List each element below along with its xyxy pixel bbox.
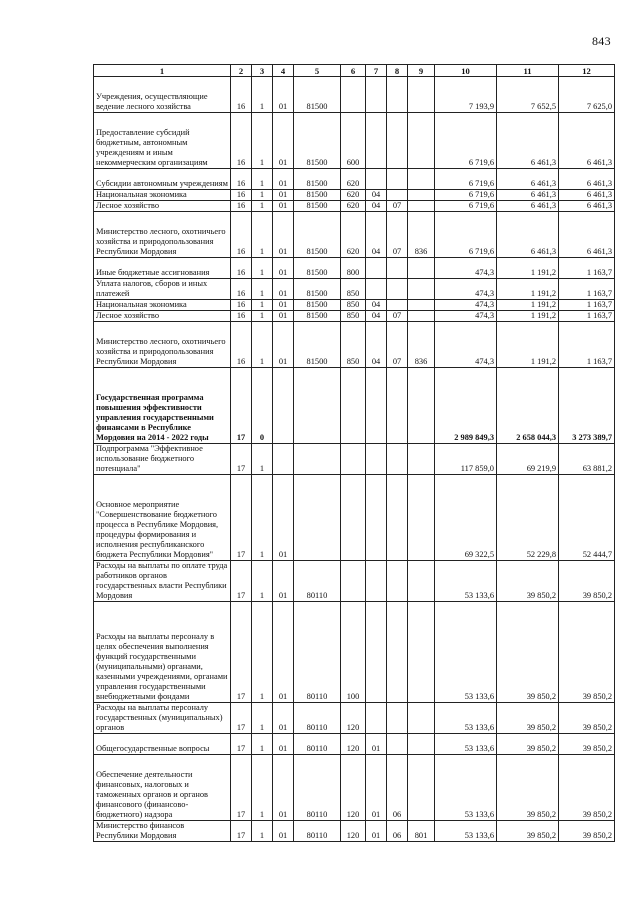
code-cell	[366, 561, 387, 602]
code-cell	[366, 113, 387, 169]
code-cell: 620	[341, 190, 366, 201]
code-cell	[408, 311, 435, 322]
code-cell	[366, 703, 387, 734]
code-cell	[408, 190, 435, 201]
code-cell	[387, 258, 408, 279]
amount-cell: 6 719,6	[435, 201, 497, 212]
table-row	[94, 444, 615, 475]
code-cell: 1	[252, 755, 273, 821]
code-cell: 1	[252, 300, 273, 311]
code-cell: 16	[231, 201, 252, 212]
table-row	[94, 703, 615, 734]
amount-cell: 6 461,3	[497, 113, 559, 169]
code-cell: 620	[341, 201, 366, 212]
code-cell	[366, 602, 387, 703]
code-cell: 1	[252, 201, 273, 212]
row-name-cell: Общегосударственные вопросы	[94, 734, 231, 755]
code-cell	[387, 475, 408, 561]
column-header: 9	[408, 65, 435, 77]
code-cell: 01	[273, 300, 294, 311]
code-cell: 17	[231, 602, 252, 703]
amount-cell: 6 461,3	[559, 212, 615, 258]
code-cell	[387, 113, 408, 169]
code-cell: 01	[273, 322, 294, 368]
code-cell: 620	[341, 169, 366, 190]
code-cell: 81500	[294, 311, 341, 322]
table-row	[94, 201, 615, 212]
code-cell: 1	[252, 475, 273, 561]
amount-cell: 7 193,9	[435, 77, 497, 113]
code-cell: 850	[341, 311, 366, 322]
table-row	[94, 475, 615, 561]
code-cell	[366, 279, 387, 300]
column-header: 6	[341, 65, 366, 77]
amount-cell: 1 163,7	[559, 258, 615, 279]
amount-cell: 6 719,6	[435, 212, 497, 258]
code-cell	[341, 77, 366, 113]
code-cell	[387, 602, 408, 703]
code-cell	[387, 190, 408, 201]
amount-cell: 3 273 389,7	[559, 368, 615, 444]
code-cell: 16	[231, 169, 252, 190]
amount-cell: 53 133,6	[435, 821, 497, 842]
code-cell	[408, 368, 435, 444]
code-cell: 17	[231, 561, 252, 602]
amount-cell: 39 850,2	[559, 755, 615, 821]
code-cell: 17	[231, 444, 252, 475]
amount-cell: 69 322,5	[435, 475, 497, 561]
row-name-cell: Министерство лесного, охотничьего хозяйства и природопользования Республики Мордовия	[94, 212, 231, 258]
code-cell	[341, 475, 366, 561]
code-cell: 0	[252, 368, 273, 444]
code-cell: 81500	[294, 279, 341, 300]
code-cell: 81500	[294, 300, 341, 311]
code-cell: 836	[408, 322, 435, 368]
row-name-cell: Национальная экономика	[94, 190, 231, 201]
code-cell	[366, 368, 387, 444]
code-cell: 01	[273, 77, 294, 113]
code-cell: 1	[252, 113, 273, 169]
table-row	[94, 821, 615, 842]
code-cell	[341, 368, 366, 444]
code-cell: 80110	[294, 734, 341, 755]
code-cell	[408, 169, 435, 190]
code-cell: 1	[252, 212, 273, 258]
code-cell: 01	[273, 113, 294, 169]
code-cell: 80110	[294, 821, 341, 842]
amount-cell: 474,3	[435, 300, 497, 311]
code-cell: 06	[387, 755, 408, 821]
amount-cell: 474,3	[435, 322, 497, 368]
table-row	[94, 113, 615, 169]
table-row	[94, 561, 615, 602]
code-cell: 04	[366, 311, 387, 322]
amount-cell: 39 850,2	[497, 734, 559, 755]
code-cell: 1	[252, 311, 273, 322]
code-cell: 120	[341, 734, 366, 755]
code-cell: 04	[366, 201, 387, 212]
row-name-cell: Основное мероприятие "Совершенствование бюджетного процесса в Республике Мордовия, процедуры формирования и исполнения республиканского бюджета Республики Мордовия"	[94, 475, 231, 561]
amount-cell: 474,3	[435, 279, 497, 300]
amount-cell: 6 461,3	[559, 190, 615, 201]
row-name-cell: Иные бюджетные ассигнования	[94, 258, 231, 279]
table-row	[94, 368, 615, 444]
code-cell: 1	[252, 169, 273, 190]
amount-cell: 39 850,2	[497, 602, 559, 703]
code-cell: 850	[341, 279, 366, 300]
amount-cell: 1 191,2	[497, 258, 559, 279]
amount-cell: 2 658 044,3	[497, 368, 559, 444]
code-cell: 01	[273, 734, 294, 755]
code-cell: 1	[252, 444, 273, 475]
table-row	[94, 279, 615, 300]
table-row	[94, 602, 615, 703]
amount-cell: 117 859,0	[435, 444, 497, 475]
code-cell: 81500	[294, 201, 341, 212]
amount-cell: 6 461,3	[559, 201, 615, 212]
amount-cell: 1 163,7	[559, 311, 615, 322]
code-cell	[273, 444, 294, 475]
amount-cell: 39 850,2	[497, 703, 559, 734]
amount-cell: 6 461,3	[497, 169, 559, 190]
table-row	[94, 311, 615, 322]
code-cell	[366, 444, 387, 475]
code-cell: 01	[366, 821, 387, 842]
code-cell	[408, 602, 435, 703]
column-header: 8	[387, 65, 408, 77]
code-cell: 01	[273, 602, 294, 703]
code-cell: 17	[231, 755, 252, 821]
code-cell: 1	[252, 602, 273, 703]
code-cell: 81500	[294, 169, 341, 190]
code-cell: 01	[273, 561, 294, 602]
code-cell	[408, 703, 435, 734]
code-cell: 16	[231, 279, 252, 300]
code-cell: 01	[273, 755, 294, 821]
code-cell	[294, 444, 341, 475]
code-cell	[366, 77, 387, 113]
code-cell	[387, 444, 408, 475]
code-cell: 850	[341, 322, 366, 368]
code-cell	[408, 755, 435, 821]
amount-cell: 39 850,2	[559, 602, 615, 703]
code-cell	[387, 169, 408, 190]
code-cell: 16	[231, 190, 252, 201]
table-row	[94, 322, 615, 368]
amount-cell: 7 625,0	[559, 77, 615, 113]
code-cell: 01	[273, 169, 294, 190]
column-header: 11	[497, 65, 559, 77]
code-cell: 836	[408, 212, 435, 258]
amount-cell: 6 461,3	[497, 190, 559, 201]
amount-cell: 53 133,6	[435, 734, 497, 755]
table-row	[94, 190, 615, 201]
budget-table	[93, 64, 615, 842]
code-cell: 07	[387, 212, 408, 258]
row-name-cell: Государственная программа повышения эффективности управления государственными финансами в Республике Мордовия на 2014 - 2022 годы	[94, 368, 231, 444]
row-name-cell: Национальная экономика	[94, 300, 231, 311]
code-cell	[408, 113, 435, 169]
amount-cell: 39 850,2	[497, 821, 559, 842]
code-cell	[408, 201, 435, 212]
code-cell	[408, 734, 435, 755]
code-cell: 81500	[294, 190, 341, 201]
code-cell: 17	[231, 734, 252, 755]
amount-cell: 1 191,2	[497, 279, 559, 300]
row-name-cell: Подпрограмма "Эффективное использование бюджетного потенциала"	[94, 444, 231, 475]
amount-cell: 53 133,6	[435, 602, 497, 703]
code-cell	[273, 368, 294, 444]
row-name-cell: Предоставление субсидий бюджетным, автономным учреждениям и иным некоммерческим организациям	[94, 113, 231, 169]
page-number: 843	[592, 34, 611, 48]
code-cell: 01	[366, 755, 387, 821]
code-cell	[294, 475, 341, 561]
code-cell	[408, 561, 435, 602]
code-cell	[366, 258, 387, 279]
table-row	[94, 734, 615, 755]
amount-cell: 1 191,2	[497, 311, 559, 322]
code-cell: 04	[366, 190, 387, 201]
column-header: 12	[559, 65, 615, 77]
code-cell: 17	[231, 703, 252, 734]
code-cell	[387, 561, 408, 602]
code-cell: 07	[387, 201, 408, 212]
amount-cell: 474,3	[435, 258, 497, 279]
code-cell	[408, 444, 435, 475]
code-cell: 01	[273, 258, 294, 279]
amount-cell: 7 652,5	[497, 77, 559, 113]
code-cell: 01	[273, 821, 294, 842]
code-cell: 1	[252, 821, 273, 842]
code-cell	[408, 258, 435, 279]
code-cell: 801	[408, 821, 435, 842]
code-cell: 620	[341, 212, 366, 258]
code-cell: 81500	[294, 212, 341, 258]
table-body	[94, 77, 615, 842]
code-cell	[408, 77, 435, 113]
code-cell	[341, 561, 366, 602]
amount-cell: 63 881,2	[559, 444, 615, 475]
column-header: 10	[435, 65, 497, 77]
code-cell: 07	[387, 311, 408, 322]
code-cell: 16	[231, 258, 252, 279]
table-row	[94, 212, 615, 258]
row-name-cell: Уплата налогов, сборов и иных платежей	[94, 279, 231, 300]
code-cell: 120	[341, 821, 366, 842]
row-name-cell: Учреждения, осуществляющие ведение лесного хозяйства	[94, 77, 231, 113]
amount-cell: 6 719,6	[435, 169, 497, 190]
code-cell: 17	[231, 821, 252, 842]
amount-cell: 52 229,8	[497, 475, 559, 561]
amount-cell: 53 133,6	[435, 703, 497, 734]
code-cell: 600	[341, 113, 366, 169]
amount-cell: 2 989 849,3	[435, 368, 497, 444]
table-row	[94, 300, 615, 311]
table-row	[94, 169, 615, 190]
code-cell: 16	[231, 212, 252, 258]
amount-cell: 1 191,2	[497, 322, 559, 368]
code-cell: 800	[341, 258, 366, 279]
code-cell: 01	[273, 475, 294, 561]
code-cell	[408, 300, 435, 311]
code-cell	[408, 279, 435, 300]
code-cell: 81500	[294, 77, 341, 113]
row-name-cell: Субсидии автономным учреждениям	[94, 169, 231, 190]
amount-cell: 6 461,3	[497, 201, 559, 212]
code-cell: 80110	[294, 703, 341, 734]
amount-cell: 39 850,2	[497, 755, 559, 821]
amount-cell: 39 850,2	[559, 734, 615, 755]
column-header: 7	[366, 65, 387, 77]
amount-cell: 52 444,7	[559, 475, 615, 561]
amount-cell: 39 850,2	[559, 703, 615, 734]
code-cell: 120	[341, 755, 366, 821]
amount-cell: 6 461,3	[497, 212, 559, 258]
code-cell: 01	[273, 212, 294, 258]
code-cell	[294, 368, 341, 444]
code-cell: 07	[387, 322, 408, 368]
amount-cell: 53 133,6	[435, 561, 497, 602]
code-cell	[387, 703, 408, 734]
code-cell: 04	[366, 212, 387, 258]
amount-cell: 6 719,6	[435, 113, 497, 169]
code-cell: 17	[231, 475, 252, 561]
code-cell: 1	[252, 703, 273, 734]
code-cell: 80110	[294, 602, 341, 703]
code-cell: 01	[366, 734, 387, 755]
code-cell: 1	[252, 561, 273, 602]
amount-cell: 53 133,6	[435, 755, 497, 821]
code-cell	[387, 734, 408, 755]
amount-cell: 474,3	[435, 311, 497, 322]
row-name-cell: Министерство финансов Республики Мордовия	[94, 821, 231, 842]
code-cell: 120	[341, 703, 366, 734]
row-name-cell: Обеспечение деятельности финансовых, налоговых и таможенных органов и органов финансового (финансово-бюджетного) надзора	[94, 755, 231, 821]
row-name-cell: Лесное хозяйство	[94, 311, 231, 322]
code-cell: 16	[231, 113, 252, 169]
code-cell: 01	[273, 311, 294, 322]
amount-cell: 39 850,2	[497, 561, 559, 602]
amount-cell: 6 719,6	[435, 190, 497, 201]
code-cell: 16	[231, 322, 252, 368]
code-cell: 1	[252, 258, 273, 279]
row-name-cell: Расходы на выплаты персоналу государственных (муниципальных) органов	[94, 703, 231, 734]
code-cell: 01	[273, 201, 294, 212]
code-cell	[366, 475, 387, 561]
amount-cell: 1 191,2	[497, 300, 559, 311]
row-name-cell: Лесное хозяйство	[94, 201, 231, 212]
code-cell: 81500	[294, 322, 341, 368]
code-cell: 1	[252, 322, 273, 368]
row-name-cell: Министерство лесного, охотничьего хозяйства и природопользования Республики Мордовия	[94, 322, 231, 368]
table-row	[94, 77, 615, 113]
code-cell: 81500	[294, 113, 341, 169]
column-header: 1	[94, 65, 231, 77]
row-name-cell: Расходы на выплаты персоналу в целях обеспечения выполнения функций государственными (муниципальными) органами, казенными учреждениями, органами управления государственными внебюджетными фондами	[94, 602, 231, 703]
column-header: 3	[252, 65, 273, 77]
code-cell: 81500	[294, 258, 341, 279]
amount-cell: 39 850,2	[559, 821, 615, 842]
code-cell	[387, 279, 408, 300]
code-cell: 1	[252, 77, 273, 113]
amount-cell: 1 163,7	[559, 322, 615, 368]
code-cell	[366, 169, 387, 190]
code-cell	[387, 300, 408, 311]
code-cell: 80110	[294, 561, 341, 602]
table-row	[94, 258, 615, 279]
code-cell: 850	[341, 300, 366, 311]
column-header: 2	[231, 65, 252, 77]
code-cell: 1	[252, 190, 273, 201]
code-cell: 1	[252, 734, 273, 755]
code-cell	[341, 444, 366, 475]
code-cell	[387, 368, 408, 444]
column-header: 5	[294, 65, 341, 77]
amount-cell: 39 850,2	[559, 561, 615, 602]
amount-cell: 69 219,9	[497, 444, 559, 475]
code-cell: 100	[341, 602, 366, 703]
code-cell: 04	[366, 300, 387, 311]
code-cell: 16	[231, 311, 252, 322]
table-row	[94, 755, 615, 821]
code-cell: 17	[231, 368, 252, 444]
code-cell: 04	[366, 322, 387, 368]
code-cell: 16	[231, 300, 252, 311]
amount-cell: 1 163,7	[559, 300, 615, 311]
column-header: 4	[273, 65, 294, 77]
amount-cell: 6 461,3	[559, 113, 615, 169]
amount-cell: 6 461,3	[559, 169, 615, 190]
row-name-cell: Расходы на выплаты по оплате труда работников органов государственных власти Республики Мордовия	[94, 561, 231, 602]
code-cell: 80110	[294, 755, 341, 821]
code-cell	[387, 77, 408, 113]
code-cell	[408, 475, 435, 561]
code-cell: 1	[252, 279, 273, 300]
code-cell: 01	[273, 703, 294, 734]
amount-cell: 1 163,7	[559, 279, 615, 300]
code-cell: 01	[273, 279, 294, 300]
code-cell: 06	[387, 821, 408, 842]
code-cell: 16	[231, 77, 252, 113]
table-header-row	[94, 65, 615, 77]
code-cell: 01	[273, 190, 294, 201]
